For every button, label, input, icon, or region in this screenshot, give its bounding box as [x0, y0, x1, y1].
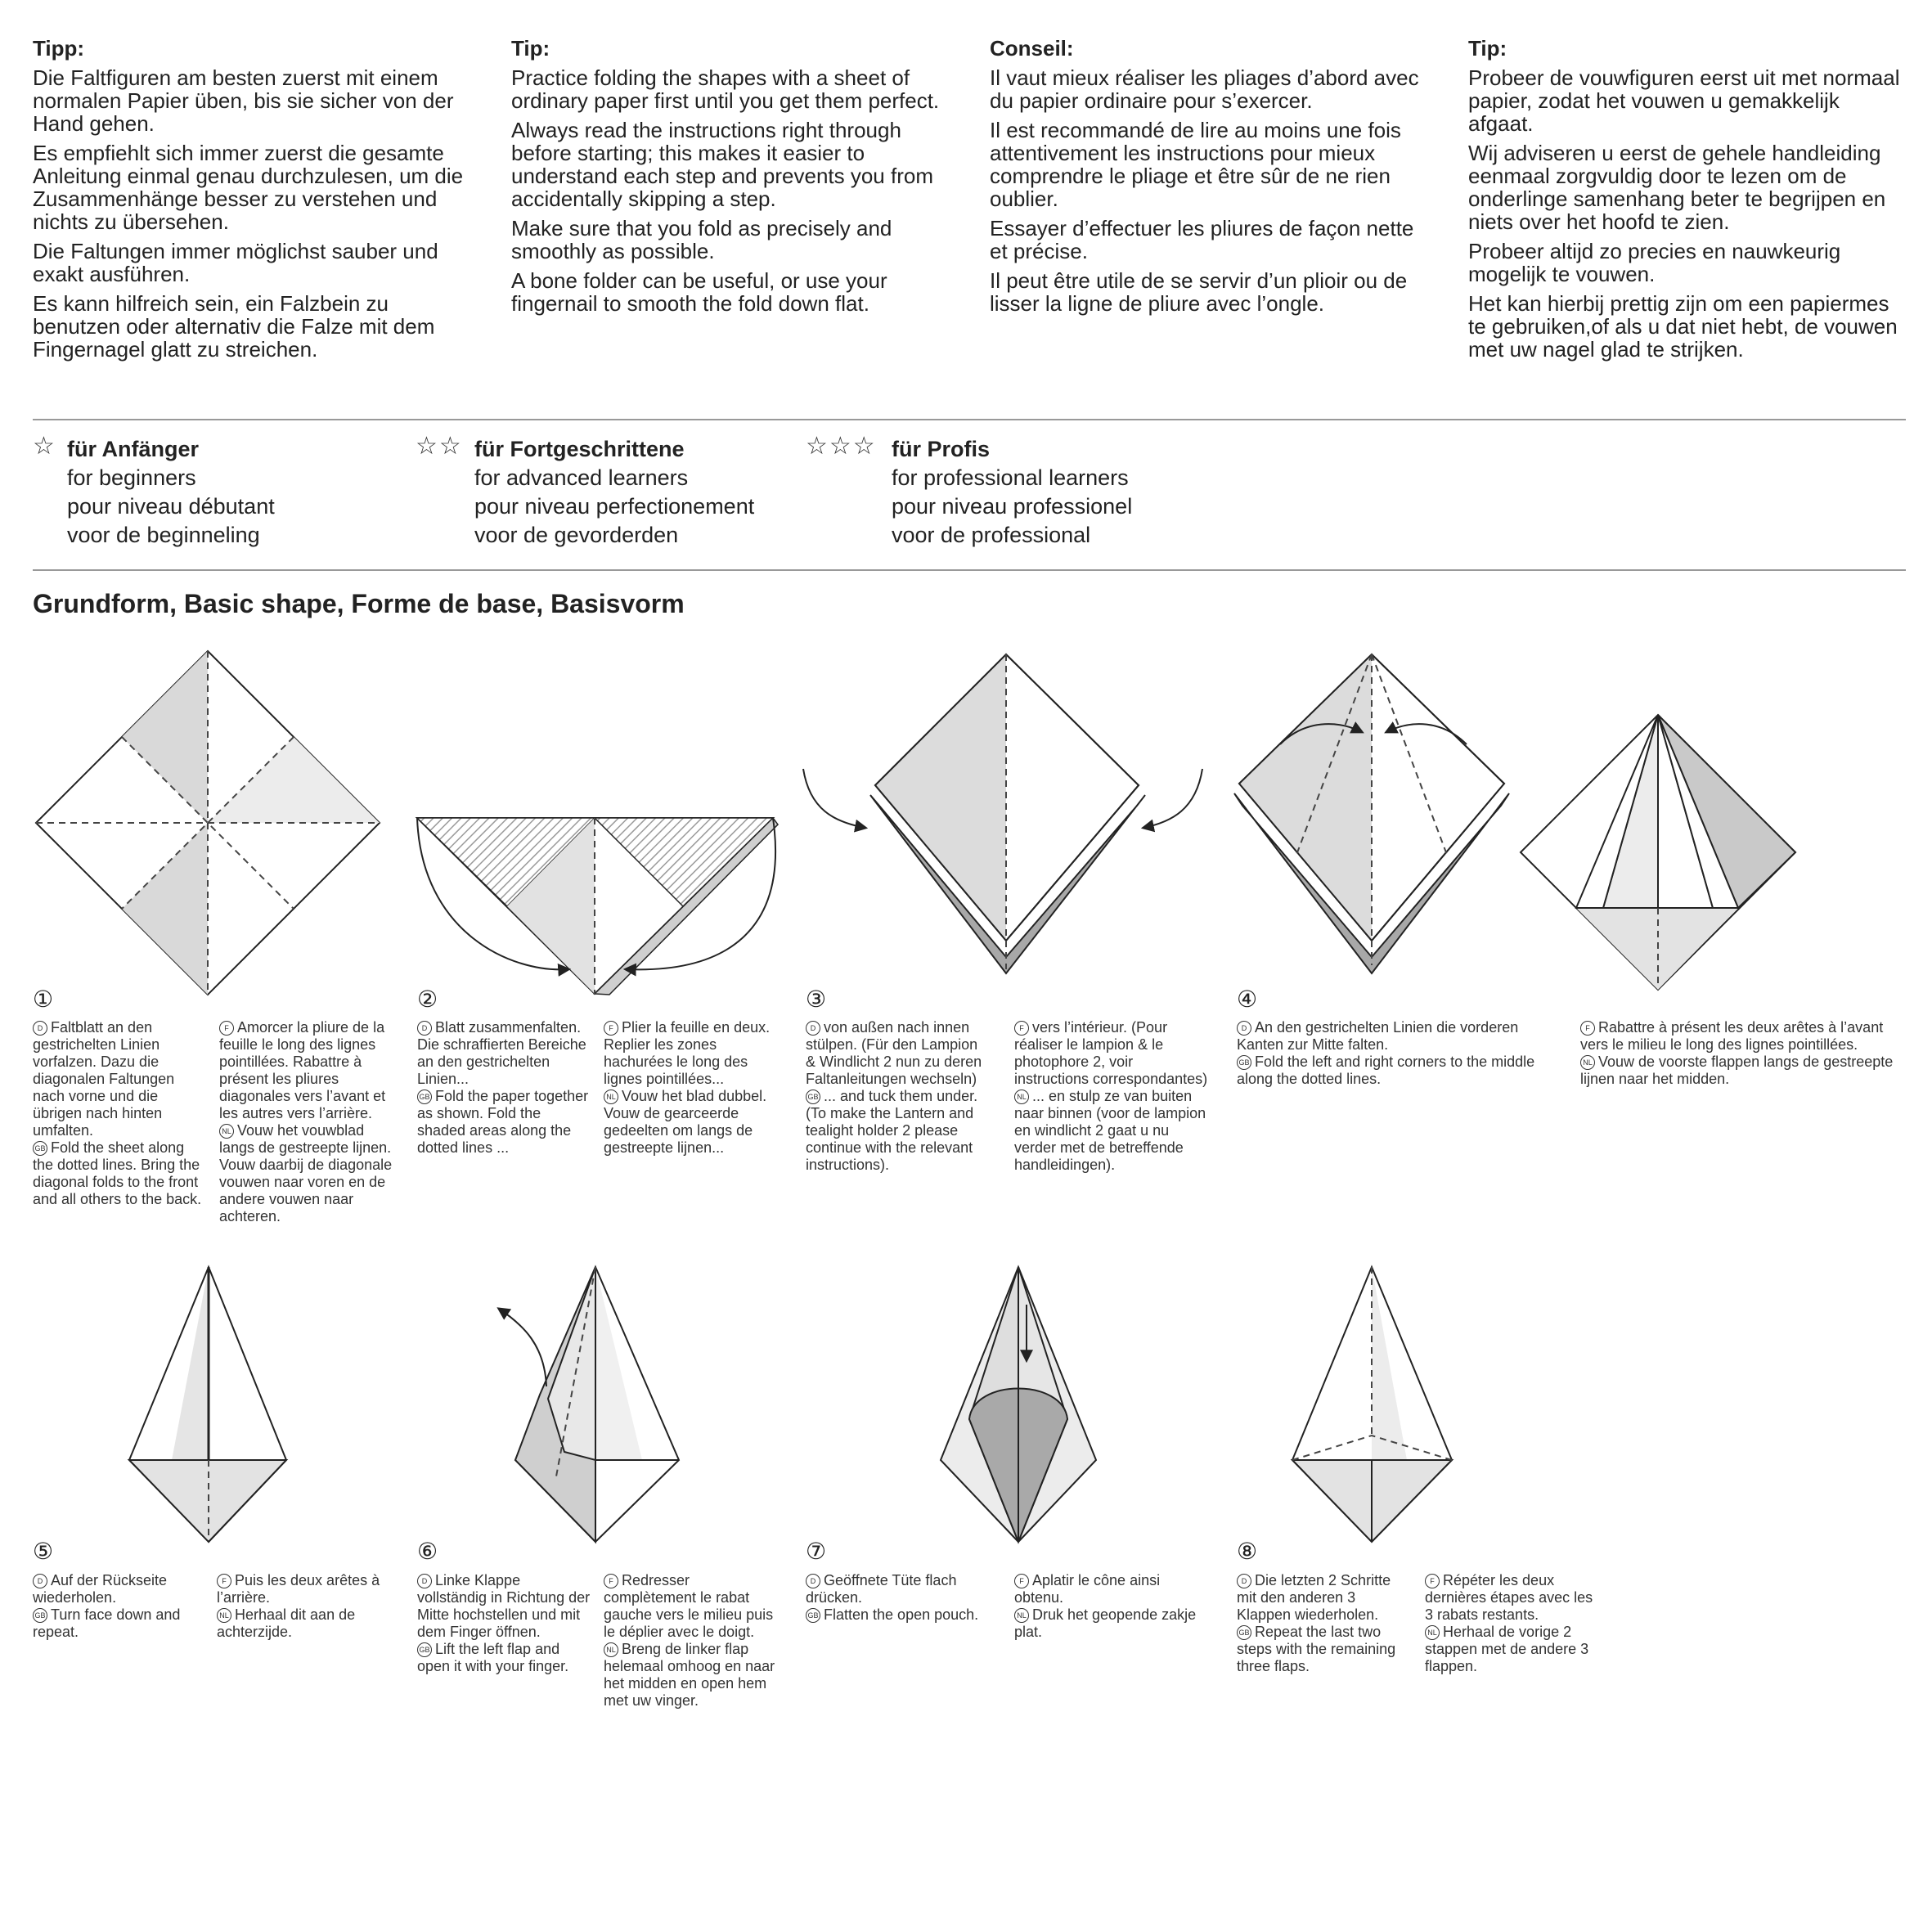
caption-text: Repeat the last two steps with the remaining three flaps.: [1237, 1624, 1396, 1674]
tip-paragraph: Probeer altijd zo precies en nauwkeurig mogelijk te vouwen.: [1468, 239, 1841, 286]
caption-text: Répéter les deux dernières étapes avec les 3 rabats restants.: [1425, 1572, 1593, 1623]
language-icon: F: [1425, 1574, 1440, 1588]
tip-paragraph: Es empfiehlt sich immer zuerst die gesamte Anleitung einmal genau durchzulesen, um die Zusammenhänge besser zu verstehen und nichts zu übersehen.: [33, 141, 464, 234]
language-icon: D: [417, 1021, 432, 1036]
step6-caption-right: [604, 1572, 780, 1710]
step3-caption-right: [1014, 1019, 1211, 1174]
caption-text: vers l’intérieur. (Pour réaliser le lampion & le photophore 2, voir instructions correspondantes): [1014, 1019, 1208, 1087]
tip-paragraph: Die Faltungen immer möglichst sauber und exakt ausführen.: [33, 239, 438, 286]
level-label: for advanced learners: [474, 465, 689, 490]
caption-text: Vouw de voorste flappen langs de gestreepte lijnen naar het midden.: [1580, 1054, 1894, 1087]
step4-diagram-b: [1517, 712, 1799, 994]
tip-paragraph: Probeer de vouwfiguren eerst uit met normaal papier, zodat het vouwen u gemakkelijk afgaat.: [1468, 65, 1900, 136]
tip-title: Tip:: [511, 36, 550, 61]
language-icon: GB: [806, 1608, 820, 1623]
caption-text: Fold the paper together as shown. Fold the shaded areas along the dotted lines ...: [417, 1088, 589, 1156]
tip-paragraph: Il vaut mieux réaliser les pliages d’abord avec du papier ordinaire pour s’exercer.: [990, 65, 1419, 113]
tip-paragraph: Wij adviseren u eerst de gehele handleiding eenmaal zorgvuldig door te lezen om de onderlinge samenhang beter te begrijpen en niets over het hoofd te zien.: [1468, 141, 1886, 234]
tip-paragraph: Die Faltfiguren am besten zuerst mit einem normalen Papier üben, bis sie sicher von der Hand gehen.: [33, 65, 454, 136]
step-number: ③: [806, 986, 827, 1012]
caption-text: Lift the left flap and open it with your finger.: [417, 1641, 569, 1674]
tip-paragraph: Always read the instructions right through before starting; this makes it easier to understand each step and prevents you from accidentally skipping a step.: [511, 118, 933, 211]
language-icon: NL: [217, 1608, 231, 1623]
tip-french: [990, 36, 1427, 321]
caption-text: Puis les deux arêtes à l’arrière.: [217, 1572, 380, 1606]
step-number: ⑦: [806, 1539, 827, 1564]
caption-text: Geöffnete Tüte flach drücken.: [806, 1572, 957, 1606]
step7-caption-right: [1014, 1572, 1206, 1641]
level-label: für Fortgeschrittene: [474, 437, 685, 461]
step1-caption-left: [33, 1019, 209, 1208]
star-icon: ☆☆: [416, 433, 463, 460]
caption-text: ... en stulp ze van buiten naar binnen (voor de lampion en windlicht 2 gaat u nu verder met de betreffende handleidingen).: [1014, 1088, 1206, 1173]
caption-text: Blatt zusammenfalten. Die schraffierten Bereiche an den gestrichelten Linien...: [417, 1019, 586, 1087]
language-icon: GB: [417, 1090, 432, 1104]
language-icon: NL: [604, 1642, 618, 1657]
caption-text: Flatten the open pouch.: [824, 1606, 979, 1623]
caption-text: Fold the left and right corners to the middle along the dotted lines.: [1237, 1054, 1535, 1087]
step7-diagram: [928, 1264, 1108, 1550]
step8-caption-left: [1237, 1572, 1409, 1675]
caption-text: Vouw het vouwblad langs de gestreepte lijnen. Vouw daarbij de diagonale vouwen naar voren en de andere vouwen naar achteren.: [219, 1122, 393, 1224]
step3-diagram: [802, 646, 1211, 990]
language-icon: GB: [33, 1608, 47, 1623]
level-label: for professional learners: [892, 465, 1129, 490]
step6-diagram: [491, 1264, 687, 1550]
language-icon: F: [1014, 1574, 1029, 1588]
divider: [33, 419, 1906, 420]
step4-caption-left: [1237, 1019, 1548, 1088]
step2-caption-left: [417, 1019, 593, 1157]
language-icon: F: [604, 1574, 618, 1588]
star-icon: ☆: [33, 433, 56, 460]
step8-caption-right: [1425, 1572, 1597, 1675]
language-icon: GB: [806, 1090, 820, 1104]
divider: [33, 569, 1906, 571]
language-icon: D: [806, 1574, 820, 1588]
language-icon: D: [1237, 1574, 1251, 1588]
step3-caption-left: [806, 1019, 986, 1174]
language-icon: NL: [219, 1124, 234, 1139]
step-number: ⑥: [417, 1539, 438, 1564]
step6-caption-left: [417, 1572, 593, 1675]
language-icon: NL: [1425, 1625, 1440, 1640]
step7-caption-left: [806, 1572, 990, 1624]
caption-text: Die letzten 2 Schritte mit den anderen 3 Klappen wiederholen.: [1237, 1572, 1391, 1623]
tip-paragraph: Essayer d’effectuer les pliures de façon nette et précise.: [990, 216, 1414, 263]
step-number: ①: [33, 986, 54, 1012]
section-title: Grundform, Basic shape, Forme de base, Basisvorm: [33, 589, 685, 618]
caption-text: Auf der Rückseite wiederholen.: [33, 1572, 168, 1606]
language-icon: D: [1237, 1021, 1251, 1036]
language-icon: F: [1580, 1021, 1595, 1036]
tip-paragraph: Het kan hierbij prettig zijn om een papiermes te gebruiken,of als u dat niet hebt, de vouwen met uw nagel glad te strijken.: [1468, 291, 1898, 362]
step1-caption-right: [219, 1019, 395, 1225]
caption-text: Herhaal dit aan de achterzijde.: [217, 1606, 356, 1640]
caption-text: ... and tuck them under. (To make the Lantern and tealight holder 2 please continue with the relevant instructions).: [806, 1088, 978, 1173]
language-icon: F: [1014, 1021, 1029, 1036]
level-label: for beginners: [67, 465, 196, 490]
tip-german: [33, 36, 470, 367]
caption-text: Fold the sheet along the dotted lines. Bring the diagonal folds to the front and all others to the back.: [33, 1139, 202, 1207]
step-number: ⑤: [33, 1539, 54, 1564]
tip-dutch: [1468, 36, 1906, 367]
level-label: voor de professional: [892, 523, 1091, 547]
caption-text: Turn face down and repeat.: [33, 1606, 181, 1640]
language-icon: NL: [1580, 1055, 1595, 1070]
language-icon: NL: [1014, 1090, 1029, 1104]
caption-text: Vouw het blad dubbel. Vouw de gearceerde gedeelten om langs de gestreepte lijnen...: [604, 1088, 767, 1156]
caption-text: An den gestrichelten Linien die vorderen Kanten zur Mitte falten.: [1237, 1019, 1519, 1053]
step1-diagram: [31, 646, 384, 1000]
language-icon: F: [217, 1574, 231, 1588]
tip-paragraph: Il est recommandé de lire au moins une fois attentivement les instructions pour mieux comprendre le pliage et être sûr de ne rien oublier.: [990, 118, 1401, 211]
star-icon: ☆☆☆: [806, 433, 877, 460]
step2-diagram: [413, 810, 789, 1006]
caption-text: Plier la feuille en deux. Replier les zones hachurées le long des lignes pointillées...: [604, 1019, 771, 1087]
tip-title: Conseil:: [990, 36, 1074, 61]
caption-text: Breng de linker flap helemaal omhoog en naar het midden en open hem met uw vinger.: [604, 1641, 775, 1709]
caption-text: Aplatir le cône ainsi obtenu.: [1014, 1572, 1161, 1606]
level-label: für Profis: [892, 437, 991, 461]
level-label: pour niveau perfectionement: [474, 494, 755, 519]
level-label: pour niveau professionel: [892, 494, 1133, 519]
language-icon: F: [604, 1021, 618, 1036]
step5-caption-right: [217, 1572, 389, 1641]
step5-caption-left: [33, 1572, 196, 1641]
language-icon: D: [417, 1574, 432, 1588]
caption-text: Redresser complètement le rabat gauche vers le milieu puis le déplier avec le doigt.: [604, 1572, 774, 1640]
caption-text: Amorcer la pliure de la feuille le long des lignes pointillées. Rabattre à présent les pliures diagonales vers l’avant et les autres vers l’arrière.: [219, 1019, 386, 1121]
language-icon: NL: [1014, 1608, 1029, 1623]
language-icon: D: [33, 1574, 47, 1588]
tip-paragraph: Es kann hilfreich sein, ein Falzbein zu benutzen oder alternativ die Falze mit dem Fingernagel glatt zu streichen.: [33, 291, 435, 362]
level-label: für Anfänger: [67, 437, 199, 461]
language-icon: F: [219, 1021, 234, 1036]
step8-diagram: [1284, 1264, 1460, 1550]
tip-paragraph: Practice folding the shapes with a sheet of ordinary paper first until you get them perfect.: [511, 65, 940, 113]
step5-diagram: [123, 1264, 294, 1550]
caption-text: Faltblatt an den gestrichelten Linien vorfalzen. Dazu die diagonalen Faltungen nach vorne und die übrigen nach hinten umfalten.: [33, 1019, 175, 1139]
tip-paragraph: Make sure that you fold as precisely and smoothly as possible.: [511, 216, 892, 263]
step4-caption-right: [1580, 1019, 1903, 1088]
level-label: voor de gevorderden: [474, 523, 679, 547]
language-icon: GB: [417, 1642, 432, 1657]
tip-english: [511, 36, 949, 321]
caption-text: Linke Klappe vollständig in Richtung der Mitte hochstellen und mit dem Finger öffnen.: [417, 1572, 591, 1640]
caption-text: Rabattre à présent les deux arêtes à l’avant vers le milieu le long des lignes pointillées.: [1580, 1019, 1884, 1053]
caption-text: von außen nach innen stülpen. (Für den Lampion & Windlicht 2 nun zu deren Faltanleitungen wechseln): [806, 1019, 982, 1087]
language-icon: D: [806, 1021, 820, 1036]
caption-text: Herhaal de vorige 2 stappen met de andere 3 flappen.: [1425, 1624, 1589, 1674]
language-icon: D: [33, 1021, 47, 1036]
step-number: ②: [417, 986, 438, 1012]
caption-text: Druk het geopende zakje plat.: [1014, 1606, 1197, 1640]
language-icon: GB: [1237, 1055, 1251, 1070]
tip-title: Tipp:: [33, 36, 85, 61]
language-icon: NL: [604, 1090, 618, 1104]
tip-paragraph: A bone folder can be useful, or use your fingernail to smooth the fold down flat.: [511, 268, 887, 316]
tip-paragraph: Il peut être utile de se servir d’un plioir ou de lisser la ligne de pliure avec l’ongle.: [990, 268, 1408, 316]
language-icon: GB: [33, 1141, 47, 1156]
step-number: ④: [1237, 986, 1258, 1012]
language-icon: GB: [1237, 1625, 1251, 1640]
level-label: voor de beginneling: [67, 523, 260, 547]
step4-diagram-a: [1231, 646, 1513, 982]
step-number: ⑧: [1237, 1539, 1258, 1564]
tip-title: Tip:: [1468, 36, 1507, 61]
step2-caption-right: [604, 1019, 780, 1157]
level-label: pour niveau débutant: [67, 494, 275, 519]
